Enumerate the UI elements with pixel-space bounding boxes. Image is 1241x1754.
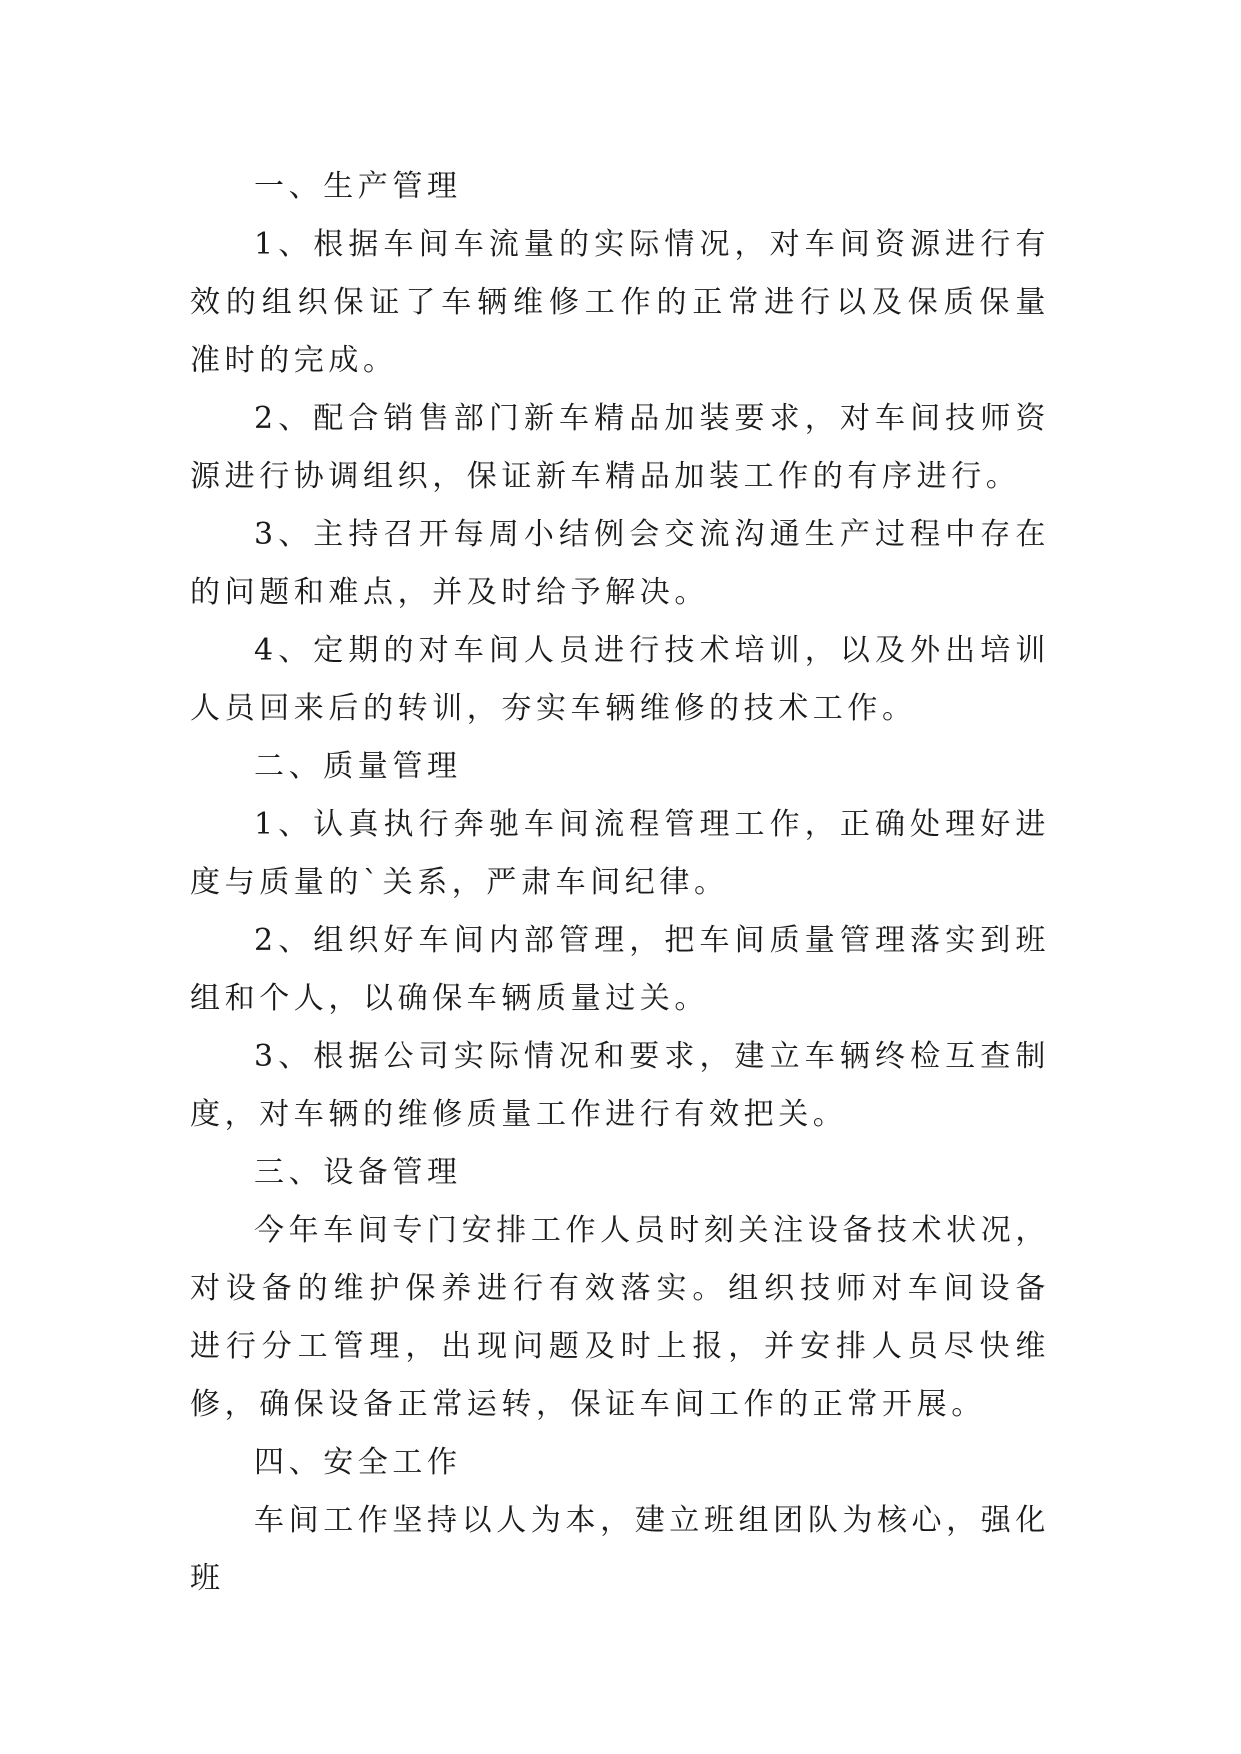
section-heading-production: 一、生产管理 [254, 169, 462, 204]
safety-paragraph-1: 车间工作坚持以人为本，建立班组团队为核心，强化班 [190, 1503, 1050, 1596]
production-paragraph-3: 3、主持召开每周小结例会交流沟通生产过程中存在的问题和难点，并及时给予解决。 [190, 517, 1050, 610]
quality-paragraph-1: 1、认真执行奔驰车间流程管理工作，正确处理好进度与质量的`关系，严肃车间纪律。 [190, 807, 1050, 900]
production-paragraph-1: 1、根据车间车流量的实际情况，对车间资源进行有效的组织保证了车辆维修工作的正常进行以及保质保量准时的完成。 [190, 227, 1050, 378]
document-body [190, 158, 1050, 1608]
section-heading-quality: 二、质量管理 [254, 749, 462, 784]
quality-paragraph-3: 3、根据公司实际情况和要求，建立车辆终检互查制度，对车辆的维修质量工作进行有效把关。 [190, 1039, 1050, 1132]
section-heading-equipment: 三、设备管理 [254, 1155, 462, 1190]
equipment-paragraph-1: 今年车间专门安排工作人员时刻关注设备技术状况，对设备的维护保养进行有效落实。组织技师对车间设备进行分工管理，出现问题及时上报，并安排人员尽快维修，确保设备正常运转，保证车间工作的正常开展。 [190, 1213, 1050, 1422]
section-heading-safety: 四、安全工作 [254, 1445, 462, 1480]
production-paragraph-2: 2、配合销售部门新车精品加装要求，对车间技师资源进行协调组织，保证新车精品加装工作的有序进行。 [190, 401, 1050, 494]
quality-paragraph-2: 2、组织好车间内部管理，把车间质量管理落实到班组和个人，以确保车辆质量过关。 [190, 923, 1050, 1016]
production-paragraph-4: 4、定期的对车间人员进行技术培训，以及外出培训人员回来后的转训，夯实车辆维修的技术工作。 [190, 633, 1050, 726]
